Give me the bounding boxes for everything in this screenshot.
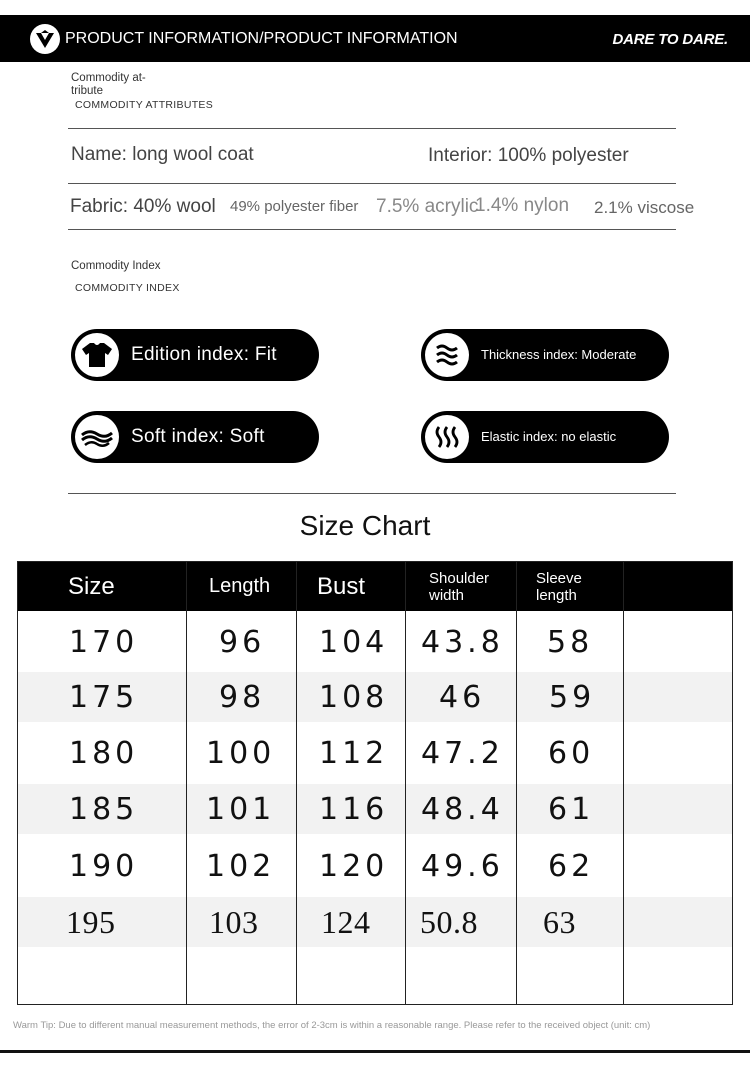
attribute-interior: Interior: 100% polyester [428, 145, 629, 166]
size-chart-table [17, 561, 733, 1005]
size-chart-title: Size Chart [299, 510, 431, 541]
soft-index-label: Soft index: Soft [131, 426, 265, 447]
column-divider [623, 562, 624, 1004]
layers-wave-icon [425, 333, 469, 377]
column-divider [296, 562, 297, 1004]
cell-length: 96 [219, 624, 266, 660]
header-bust: Bust [317, 572, 366, 600]
header-title: PRODUCT INFORMATION/PRODUCT INFORMATION [65, 30, 458, 47]
cell-bust: 124 [321, 903, 371, 940]
header-slogan: DARE TO DARE. [612, 31, 728, 48]
divider [68, 128, 676, 129]
header-bar [0, 15, 750, 62]
cell-sleeve: 61 [548, 791, 595, 827]
table-header [18, 562, 732, 611]
table-row [18, 897, 732, 947]
cell-size: 170 [69, 624, 139, 660]
table-row [18, 841, 732, 891]
divider [68, 183, 676, 184]
attributes-title-en-line1: Commodity at- [71, 72, 146, 84]
cell-sleeve: 62 [548, 848, 595, 884]
brand-v-logo-icon [30, 24, 60, 54]
index-title-en: Commodity Index [71, 260, 161, 272]
soft-index-pill [71, 411, 319, 463]
table-row [18, 617, 732, 667]
cell-shoulder: 47.2 [421, 735, 504, 771]
elastic-index-pill [421, 411, 669, 463]
cell-shoulder: 46 [439, 679, 486, 715]
cell-bust: 104 [319, 624, 389, 660]
cell-sleeve: 59 [549, 679, 596, 715]
index-title-upper: COMMODITY INDEX [75, 282, 180, 294]
edition-index-pill [71, 329, 319, 381]
attribute-fabric-wool: Fabric: 40% wool [70, 196, 216, 217]
divider [68, 493, 676, 494]
cell-length: 102 [206, 848, 276, 884]
header-length: Length [209, 575, 271, 597]
thickness-index-pill [421, 329, 669, 381]
cell-shoulder: 49.6 [421, 848, 504, 884]
cell-sleeve: 63 [543, 903, 576, 940]
bottom-divider [0, 1050, 750, 1053]
tshirt-icon [75, 333, 119, 377]
divider [68, 229, 676, 230]
elastic-index-label: Elastic index: no elastic [481, 429, 617, 444]
column-divider [186, 562, 187, 1004]
cell-shoulder: 50.8 [420, 903, 478, 940]
cell-bust: 116 [319, 791, 389, 827]
cell-length: 100 [206, 735, 276, 771]
attribute-fabric-viscose: 2.1% viscose [594, 198, 695, 217]
cell-length: 98 [219, 679, 266, 715]
attribute-fabric-polyester: 49% polyester fiber [230, 198, 359, 215]
cell-sleeve: 58 [547, 624, 594, 660]
spring-icon [425, 415, 469, 459]
cell-size: 180 [69, 735, 139, 771]
table-row [18, 784, 732, 834]
column-divider [405, 562, 406, 1004]
attribute-fabric-nylon: 1.4% nylon [475, 195, 570, 216]
table-row [18, 728, 732, 778]
table-row [18, 672, 732, 722]
attribute-fabric-acrylic: 7.5% acrylic [376, 196, 479, 217]
header-sleeve-length: Sleeve length [536, 569, 582, 604]
cell-bust: 108 [319, 679, 389, 715]
cell-size: 175 [69, 679, 139, 715]
cell-bust: 120 [319, 848, 389, 884]
warm-tip: Warm Tip: Due to different manual measurement methods, the error of 2-3cm is within a reasonable range. Please refer to the received object (unit: cm) [13, 1020, 651, 1031]
cell-length: 101 [206, 791, 276, 827]
column-divider [516, 562, 517, 1004]
attribute-name: Name: long wool coat [71, 144, 254, 165]
cell-size: 190 [69, 848, 139, 884]
thickness-index-label: Thickness index: Moderate [481, 347, 637, 362]
header-size: Size [68, 572, 115, 600]
cell-size: 185 [69, 791, 139, 827]
cell-shoulder: 43.8 [421, 624, 504, 660]
cell-shoulder: 48.4 [421, 791, 504, 827]
attributes-title-en [71, 72, 146, 98]
attributes-title-en-line2: tribute [71, 85, 103, 97]
attributes-title-upper: COMMODITY ATTRIBUTES [75, 99, 214, 111]
feather-icon [75, 415, 119, 459]
cell-sleeve: 60 [548, 735, 595, 771]
edition-index-label: Edition index: Fit [131, 344, 277, 365]
cell-length: 103 [209, 903, 259, 940]
cell-size: 195 [66, 903, 116, 940]
cell-bust: 112 [319, 735, 389, 771]
header-shoulder-width: Shoulder width [429, 569, 490, 604]
